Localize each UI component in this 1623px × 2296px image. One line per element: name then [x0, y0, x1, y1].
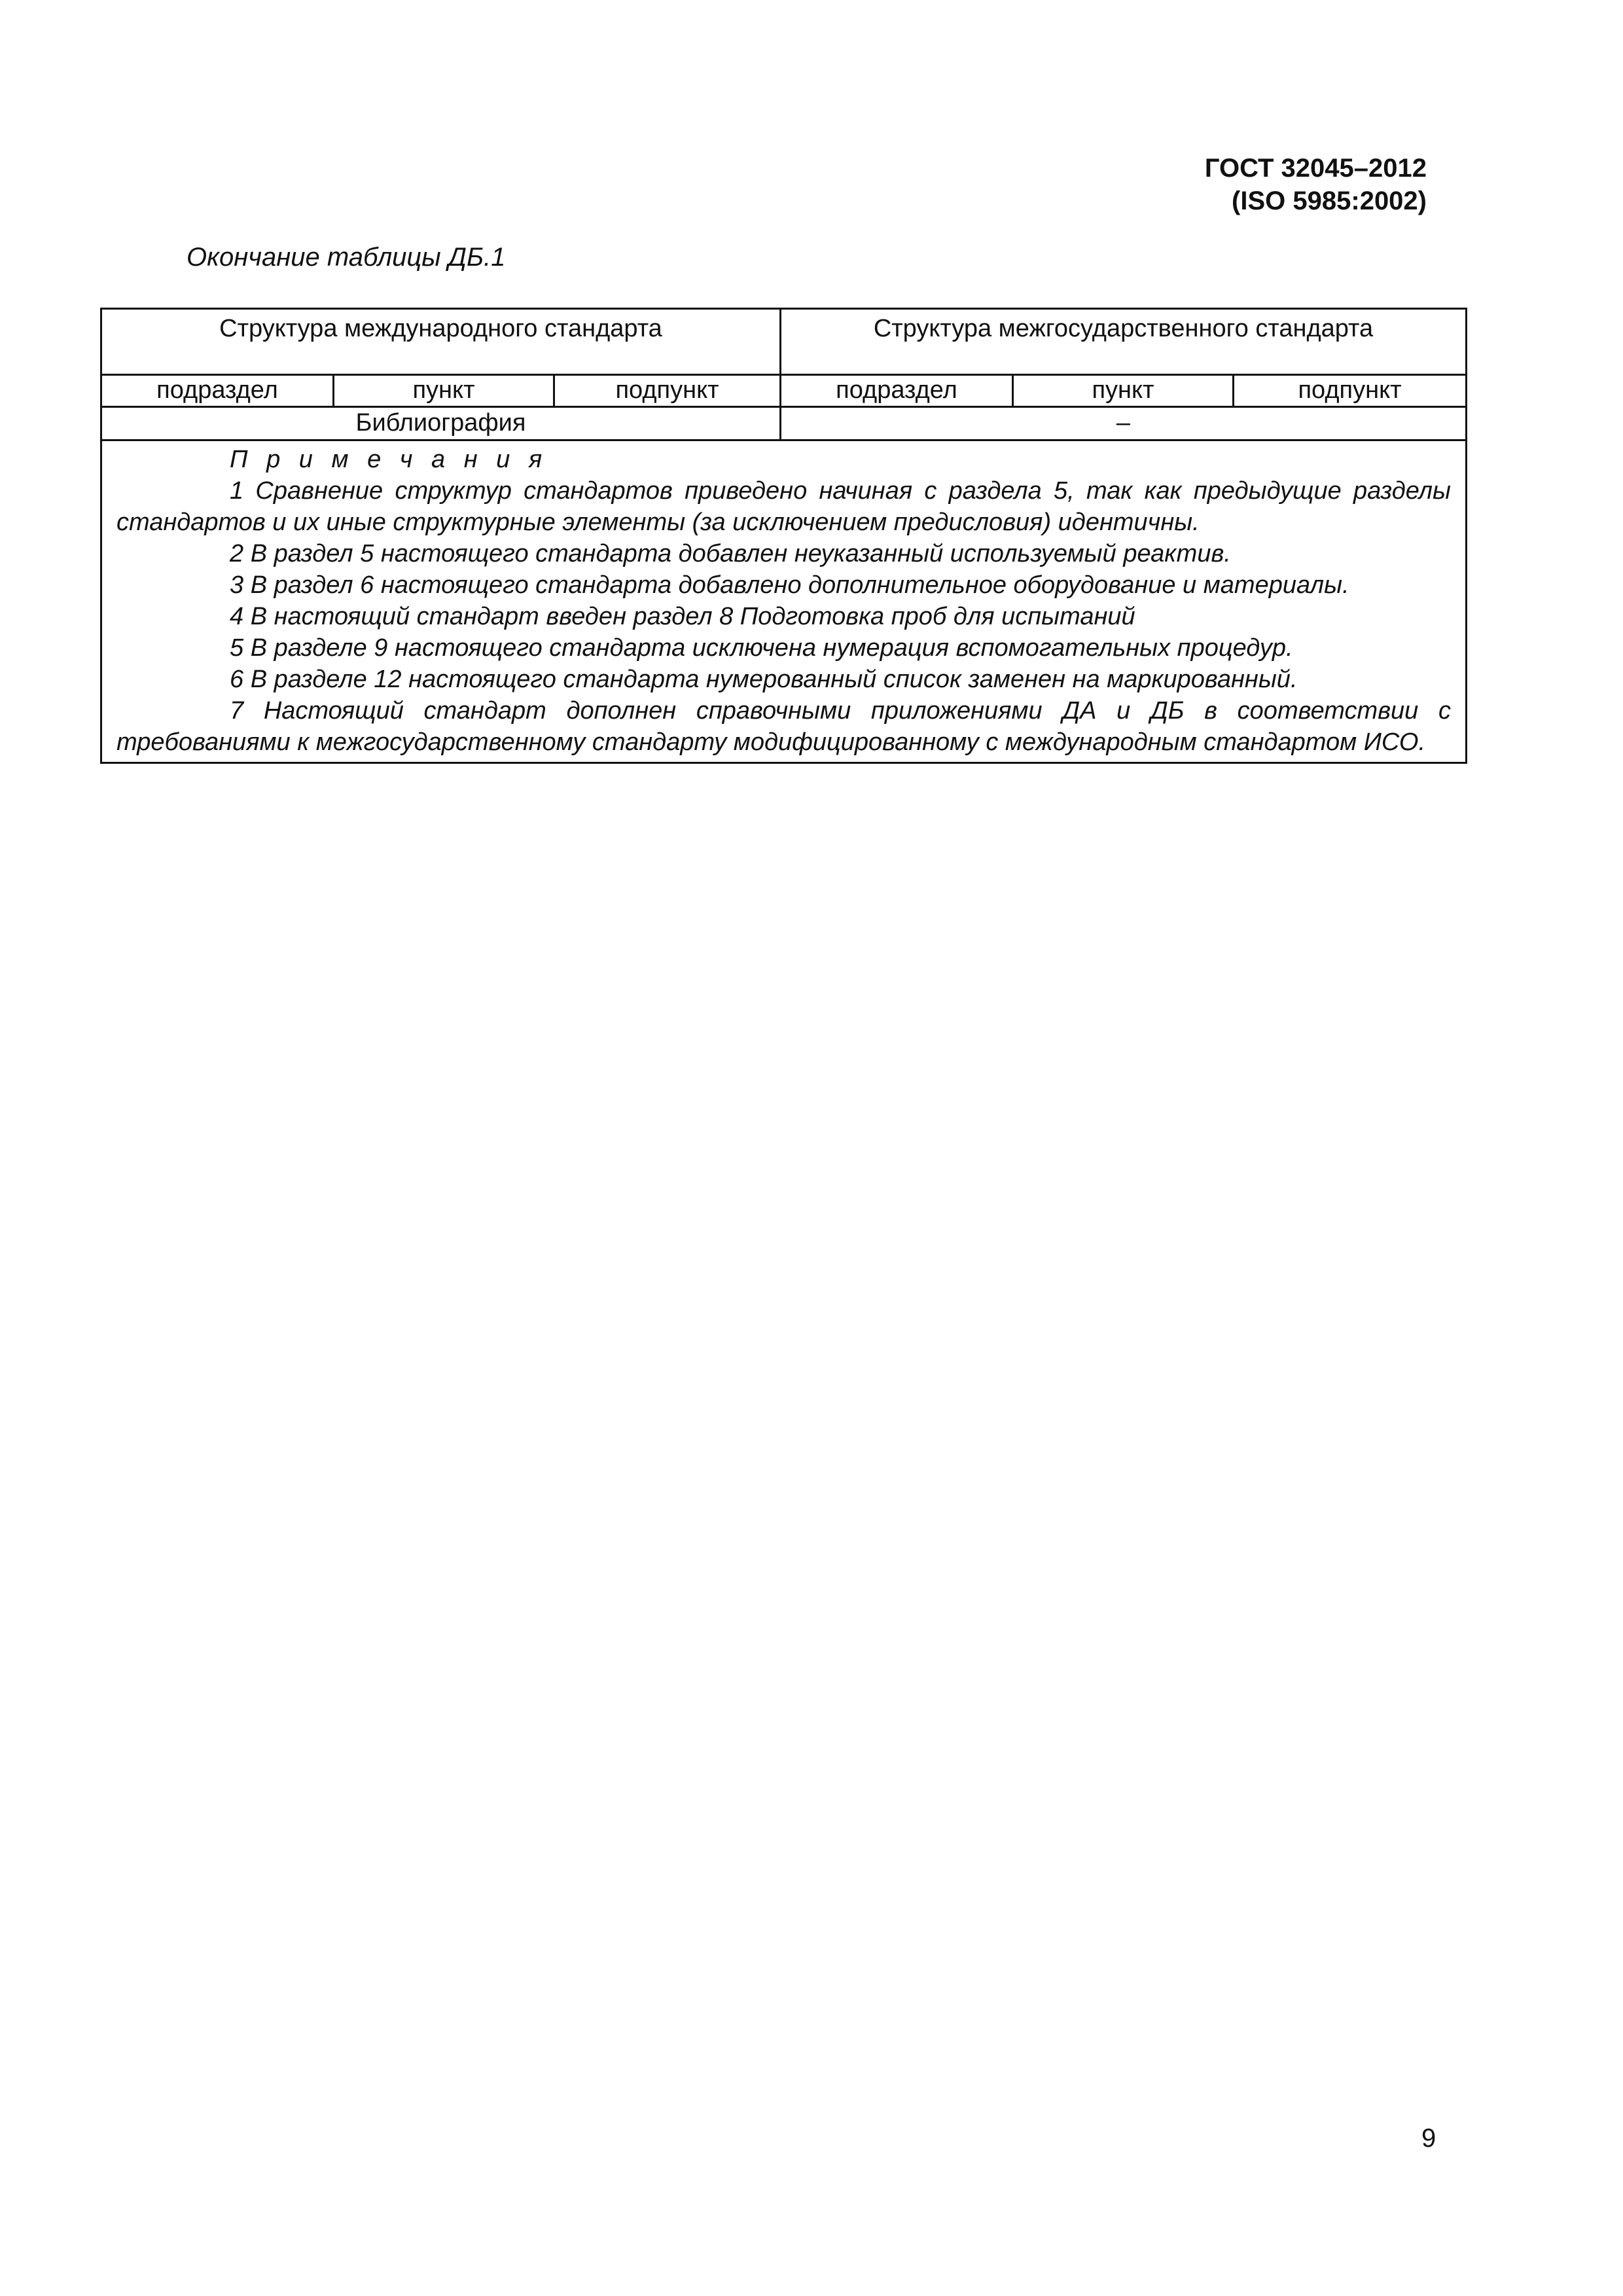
note-item: 4 В настоящий стандарт введен раздел 8 Подготовка проб для испытаний — [230, 603, 1135, 630]
notes-cell — [101, 440, 1467, 763]
notes-title: П р и м е ч а н и я — [230, 446, 548, 473]
bibliography-value-cell: – — [781, 407, 1467, 440]
note-item: 1 Сравнение структур стандартов приведено начиная с раздела 5, так как предыдущие разделы стандартов и их иные структурные элементы (за исключением предисловия) идентичны. — [116, 477, 1451, 536]
note-item: 7 Настоящий стандарт дополнен справочными приложениями ДА и ДБ в соответствии с требованиями к межгосударственному стандарту модифицированному с международным стандартом ИСО. — [116, 697, 1451, 756]
note-item: 3 В раздел 6 настоящего стандарта добавлено дополнительное оборудование и материалы. — [230, 571, 1349, 599]
table-caption: Окончание таблицы ДБ.1 — [187, 243, 506, 272]
subheader-cell: пункт — [334, 375, 554, 407]
iso-reference: (ISO 5985:2002) — [1232, 187, 1427, 215]
subheader-cell: подпункт — [554, 375, 781, 407]
structure-comparison-table — [100, 308, 1467, 764]
document-header — [1205, 152, 1427, 217]
note-item: 5 В разделе 9 настоящего стандарта исключена нумерация вспомогательных процедур. — [230, 634, 1293, 662]
subheader-cell: подраздел — [101, 375, 334, 407]
international-structure-header: Структура международного стандарта — [101, 309, 781, 375]
note-item: 2 В раздел 5 настоящего стандарта добавлен неуказанный используемый реактив. — [230, 540, 1231, 567]
notes-row — [101, 440, 1467, 763]
page-number: 9 — [1421, 2124, 1436, 2153]
standard-number: ГОСТ 32045–2012 — [1204, 154, 1427, 183]
subheader-cell: подраздел — [781, 375, 1013, 407]
table-subheader-row — [101, 375, 1467, 407]
subheader-cell: пункт — [1013, 375, 1234, 407]
interstate-structure-header: Структура межгосударственного стандарта — [781, 309, 1467, 375]
subheader-cell: подпункт — [1234, 375, 1467, 407]
table-header-row — [101, 309, 1467, 375]
note-item: 6 В разделе 12 настоящего стандарта нумерованный список заменен на маркированный. — [230, 666, 1298, 693]
table-row — [101, 407, 1467, 440]
bibliography-cell: Библиография — [101, 407, 781, 440]
